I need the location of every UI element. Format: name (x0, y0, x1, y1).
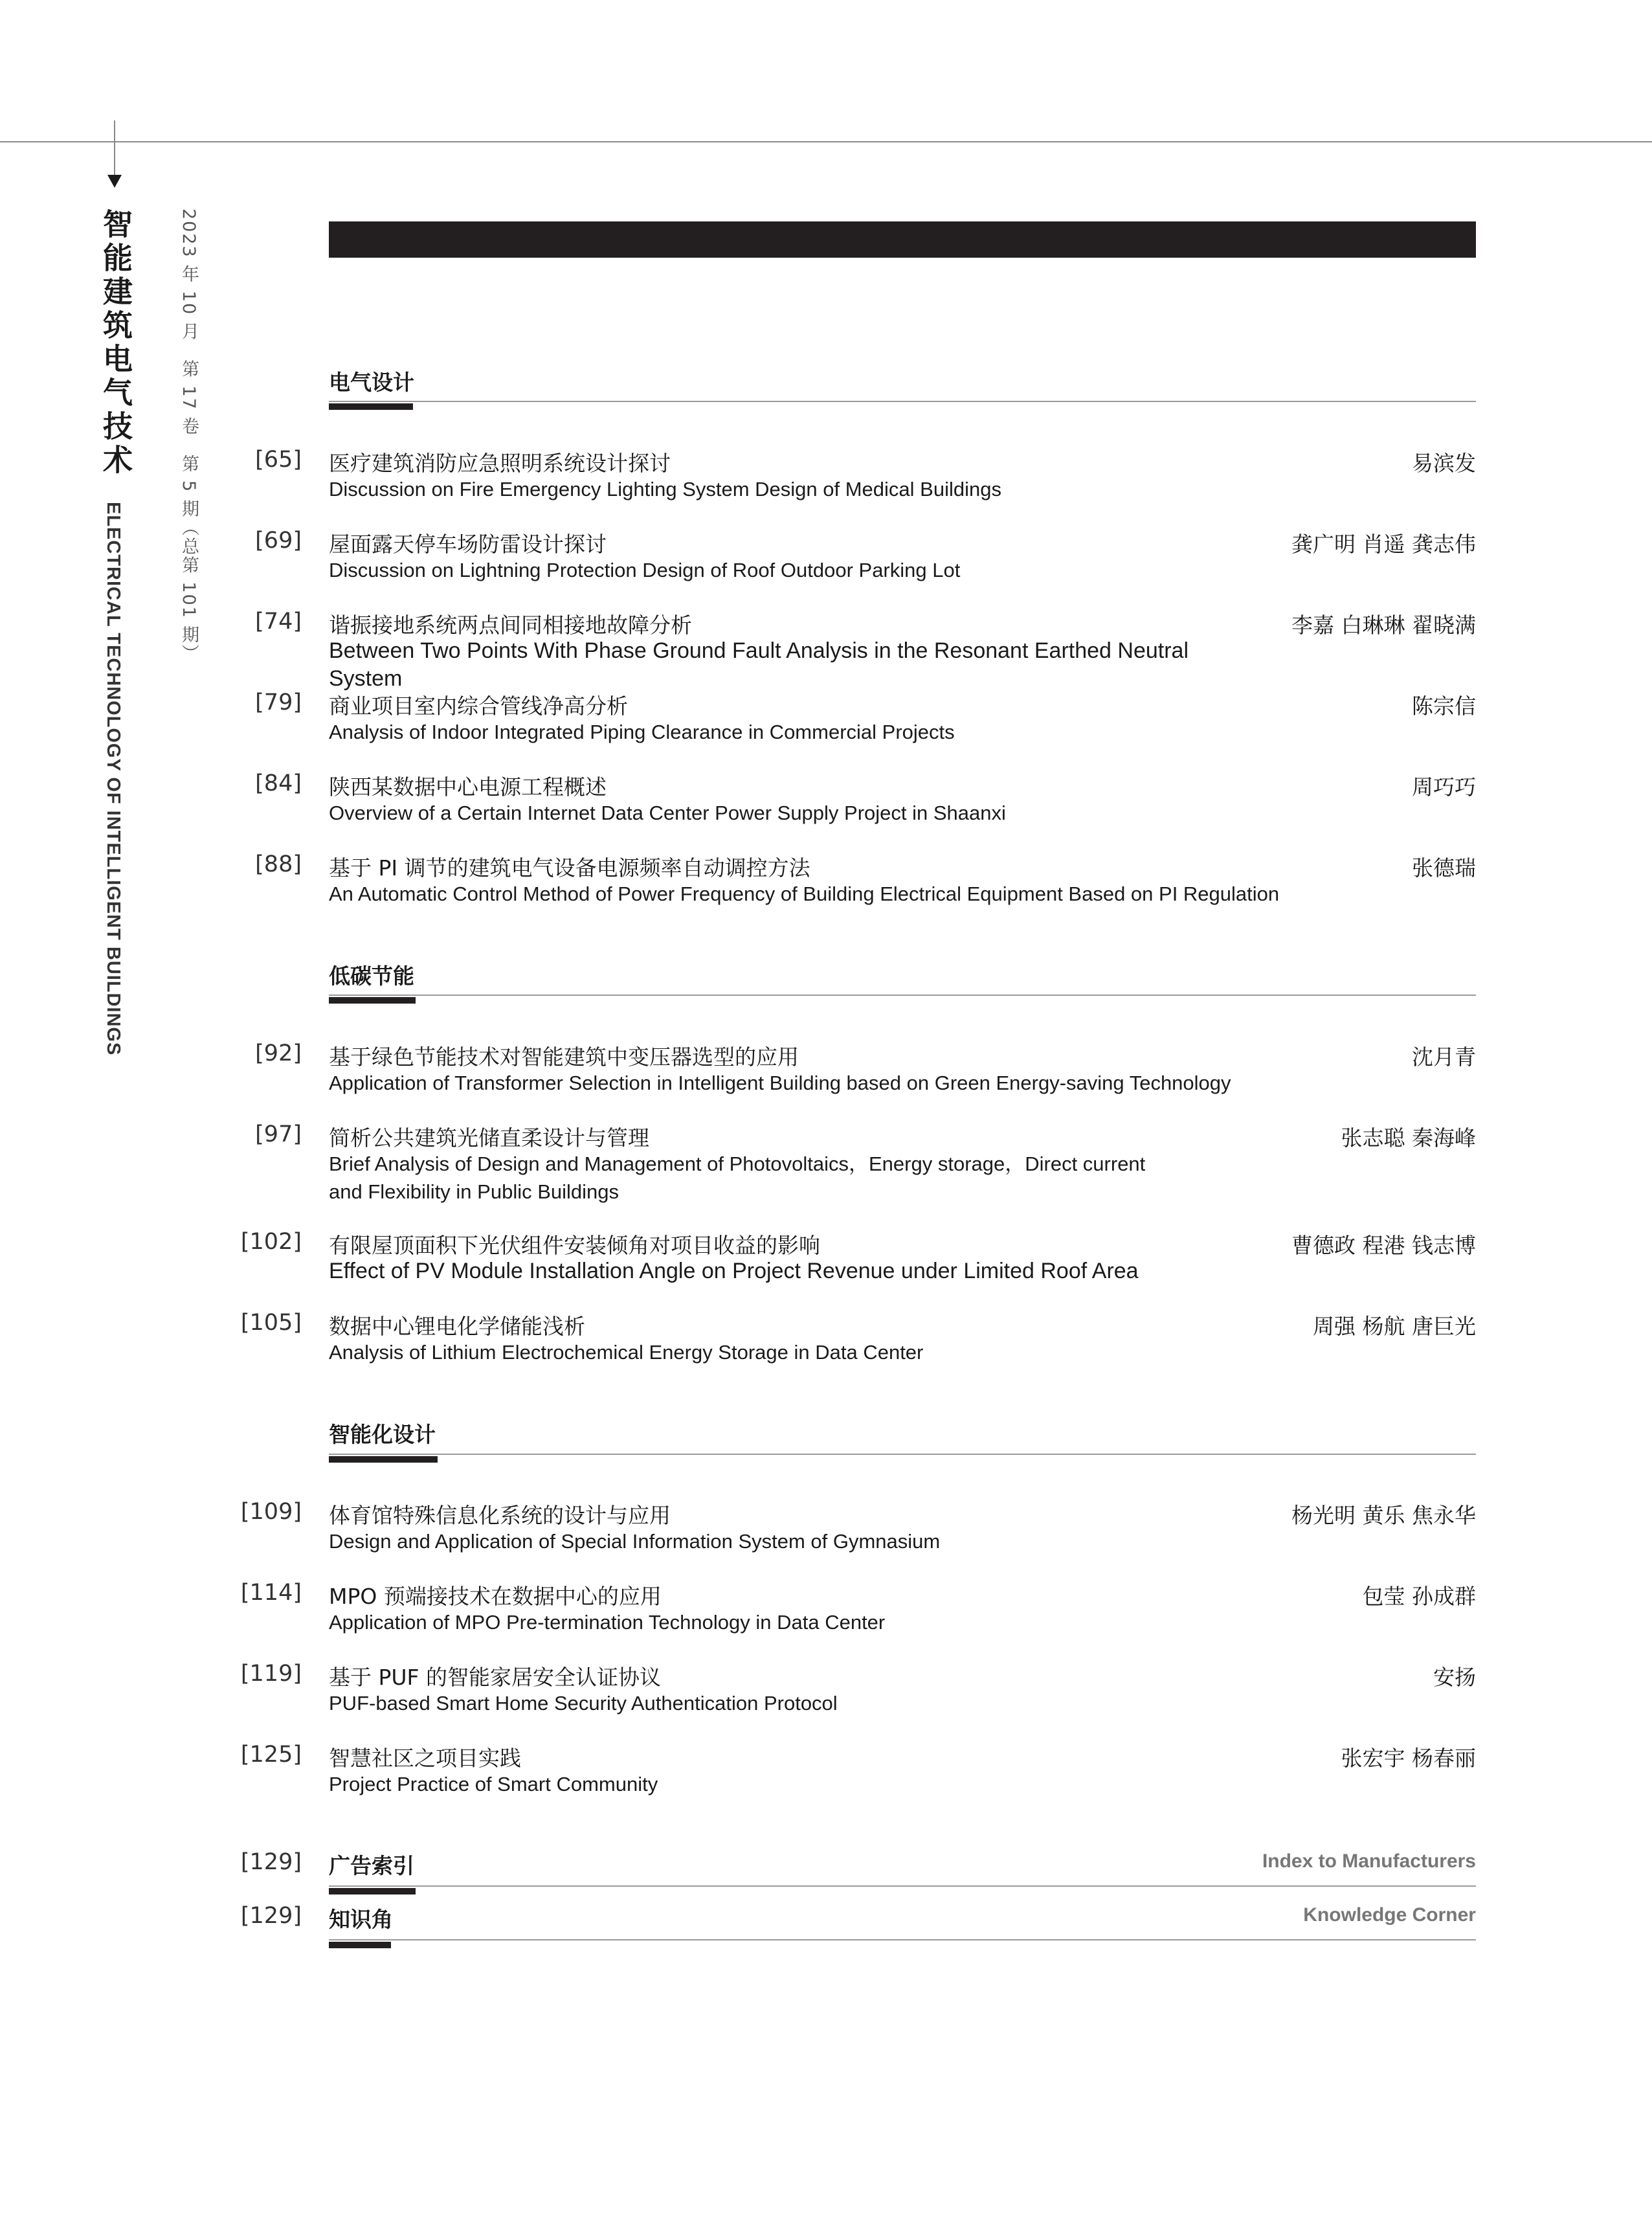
title-en: An Automatic Control Method of Power Frequency of Building Electrical Equipment Based on PI Regulation (329, 883, 1280, 905)
page-number: [129] (240, 1849, 302, 1875)
page-number: [105] (240, 1310, 302, 1336)
title-cn: 知识角 (329, 1907, 393, 1932)
issue-info: 2023 年 10 月 第 17 卷 第 5 期（总第 101 期） (179, 208, 199, 664)
section-rule (329, 401, 1476, 402)
title-cn: 屋面露天停车场防雷设计探讨 (329, 532, 607, 557)
page-number: [69] (255, 528, 302, 554)
title-en: Analysis of Indoor Integrated Piping Clearance in Commercial Projects (329, 721, 955, 743)
title-en: Discussion on Fire Emergency Lighting System Design of Medical Buildings (329, 478, 1001, 500)
title-en: Between Two Points With Phase Ground Fault Analysis in the Resonant Earthed Neutral System (329, 638, 1189, 691)
title-en: Overview of a Certain Internet Data Center Power Supply Project in Shaanxi (329, 802, 1006, 824)
title-en: Application of MPO Pre-termination Technology in Data Center (329, 1611, 886, 1634)
section-rule (329, 1939, 1476, 1940)
authors: 张德瑞 (1412, 855, 1476, 881)
authors: 沈月青 (1412, 1044, 1476, 1070)
section-heading: 低碳节能 (329, 963, 414, 989)
authors: 周强 杨航 唐巨光 (1313, 1314, 1476, 1339)
page-number: [79] (255, 690, 302, 715)
authors: 龚广明 肖遥 龚志伟 (1291, 532, 1476, 557)
authors: 安扬 (1433, 1665, 1476, 1690)
journal-title-en: ELECTRICAL TECHNOLOGY OF INTELLIGENT BUILDINGS (103, 502, 124, 1056)
section-rule (329, 1885, 1476, 1887)
arrow-down-icon (107, 175, 122, 188)
page-number: [74] (255, 609, 302, 635)
title-cn: 商业项目室内综合管线净高分析 (329, 693, 628, 719)
title-en: Application of Transformer Selection in Intelligent Building based on Green Energy-saving Technology (329, 1072, 1231, 1094)
journal-title-cn: 智能建筑电气技术 (98, 208, 133, 478)
page-number: [97] (255, 1121, 302, 1147)
authors: 易滨发 (1412, 451, 1476, 476)
authors: 杨光明 黄乐 焦永华 (1291, 1503, 1476, 1528)
title-en: Knowledge Corner (1303, 1904, 1476, 1926)
page-number: [84] (255, 770, 302, 796)
title-en: Index to Manufacturers (1262, 1850, 1476, 1872)
authors: 包莹 孙成群 (1362, 1584, 1476, 1609)
page-number: [129] (240, 1903, 302, 1929)
page-number: [114] (240, 1580, 302, 1606)
title-cn: 陕西某数据中心电源工程概述 (329, 774, 607, 800)
title-en: Discussion on Lightning Protection Design of Roof Outdoor Parking Lot (329, 559, 961, 581)
section-heading: 智能化设计 (329, 1422, 436, 1447)
page-number: [109] (240, 1499, 302, 1525)
section-bar (329, 1888, 416, 1894)
authors: 曹德政 程港 钱志博 (1291, 1233, 1476, 1258)
title-en: Brief Analysis of Design and Management of Photovoltaics，Energy storage，Direct current and Flexibility in Public Buildings (329, 1152, 1146, 1203)
section-bar (329, 1456, 438, 1463)
title-en: Project Practice of Smart Community (329, 1773, 658, 1795)
title-en: Effect of PV Module Installation Angle on Project Revenue under Limited Roof Area (329, 1259, 1139, 1283)
section-rule (329, 995, 1476, 996)
top-rule (0, 141, 1652, 142)
authors: 李嘉 白琳琳 翟晓满 (1291, 613, 1476, 638)
page-number: [125] (240, 1742, 302, 1768)
title-cn: 体育馆特殊信息化系统的设计与应用 (329, 1503, 671, 1528)
page-number: [65] (255, 447, 302, 473)
authors: 陈宗信 (1412, 693, 1476, 719)
title-en: PUF-based Smart Home Security Authentication Protocol (329, 1692, 838, 1714)
title-cn: 基于 PI 调节的建筑电气设备电源频率自动调控方法 (329, 855, 810, 881)
title-cn: 基于绿色节能技术对智能建筑中变压器选型的应用 (329, 1044, 799, 1070)
marker-line (114, 120, 115, 177)
title-cn: 简析公共建筑光储直柔设计与管理 (329, 1125, 649, 1151)
title-cn: 数据中心锂电化学储能浅析 (329, 1314, 585, 1339)
authors: 张宏宇 杨春丽 (1341, 1746, 1476, 1771)
title-cn: 基于 PUF 的智能家居安全认证协议 (329, 1665, 662, 1690)
title-cn: 智慧社区之项目实践 (329, 1746, 521, 1771)
section-bar (329, 997, 416, 1004)
section-bar (329, 403, 413, 410)
section-rule (329, 1454, 1476, 1455)
authors: 张志聪 秦海峰 (1341, 1125, 1476, 1151)
section-bar (329, 1942, 391, 1948)
page-number: [119] (240, 1661, 302, 1687)
title-en: Design and Application of Special Information System of Gymnasium (329, 1530, 941, 1553)
title-cn: 谐振接地系统两点间同相接地故障分析 (329, 613, 692, 638)
section-heading: 电气设计 (329, 370, 414, 395)
authors: 周巧巧 (1412, 774, 1476, 800)
title-cn: 广告索引 (329, 1853, 414, 1878)
page-number: [88] (255, 851, 302, 877)
title-en: Analysis of Lithium Electrochemical Energy Storage in Data Center (329, 1341, 924, 1364)
page-number: [92] (255, 1040, 302, 1066)
title-cn: 医疗建筑消防应急照明系统设计探讨 (329, 451, 671, 476)
title-cn: MPO 预端接技术在数据中心的应用 (329, 1584, 662, 1609)
contents-banner (329, 221, 1476, 258)
title-cn: 有限屋顶面积下光伏组件安装倾角对项目收益的影响 (329, 1233, 820, 1258)
page-number: [102] (240, 1229, 302, 1255)
